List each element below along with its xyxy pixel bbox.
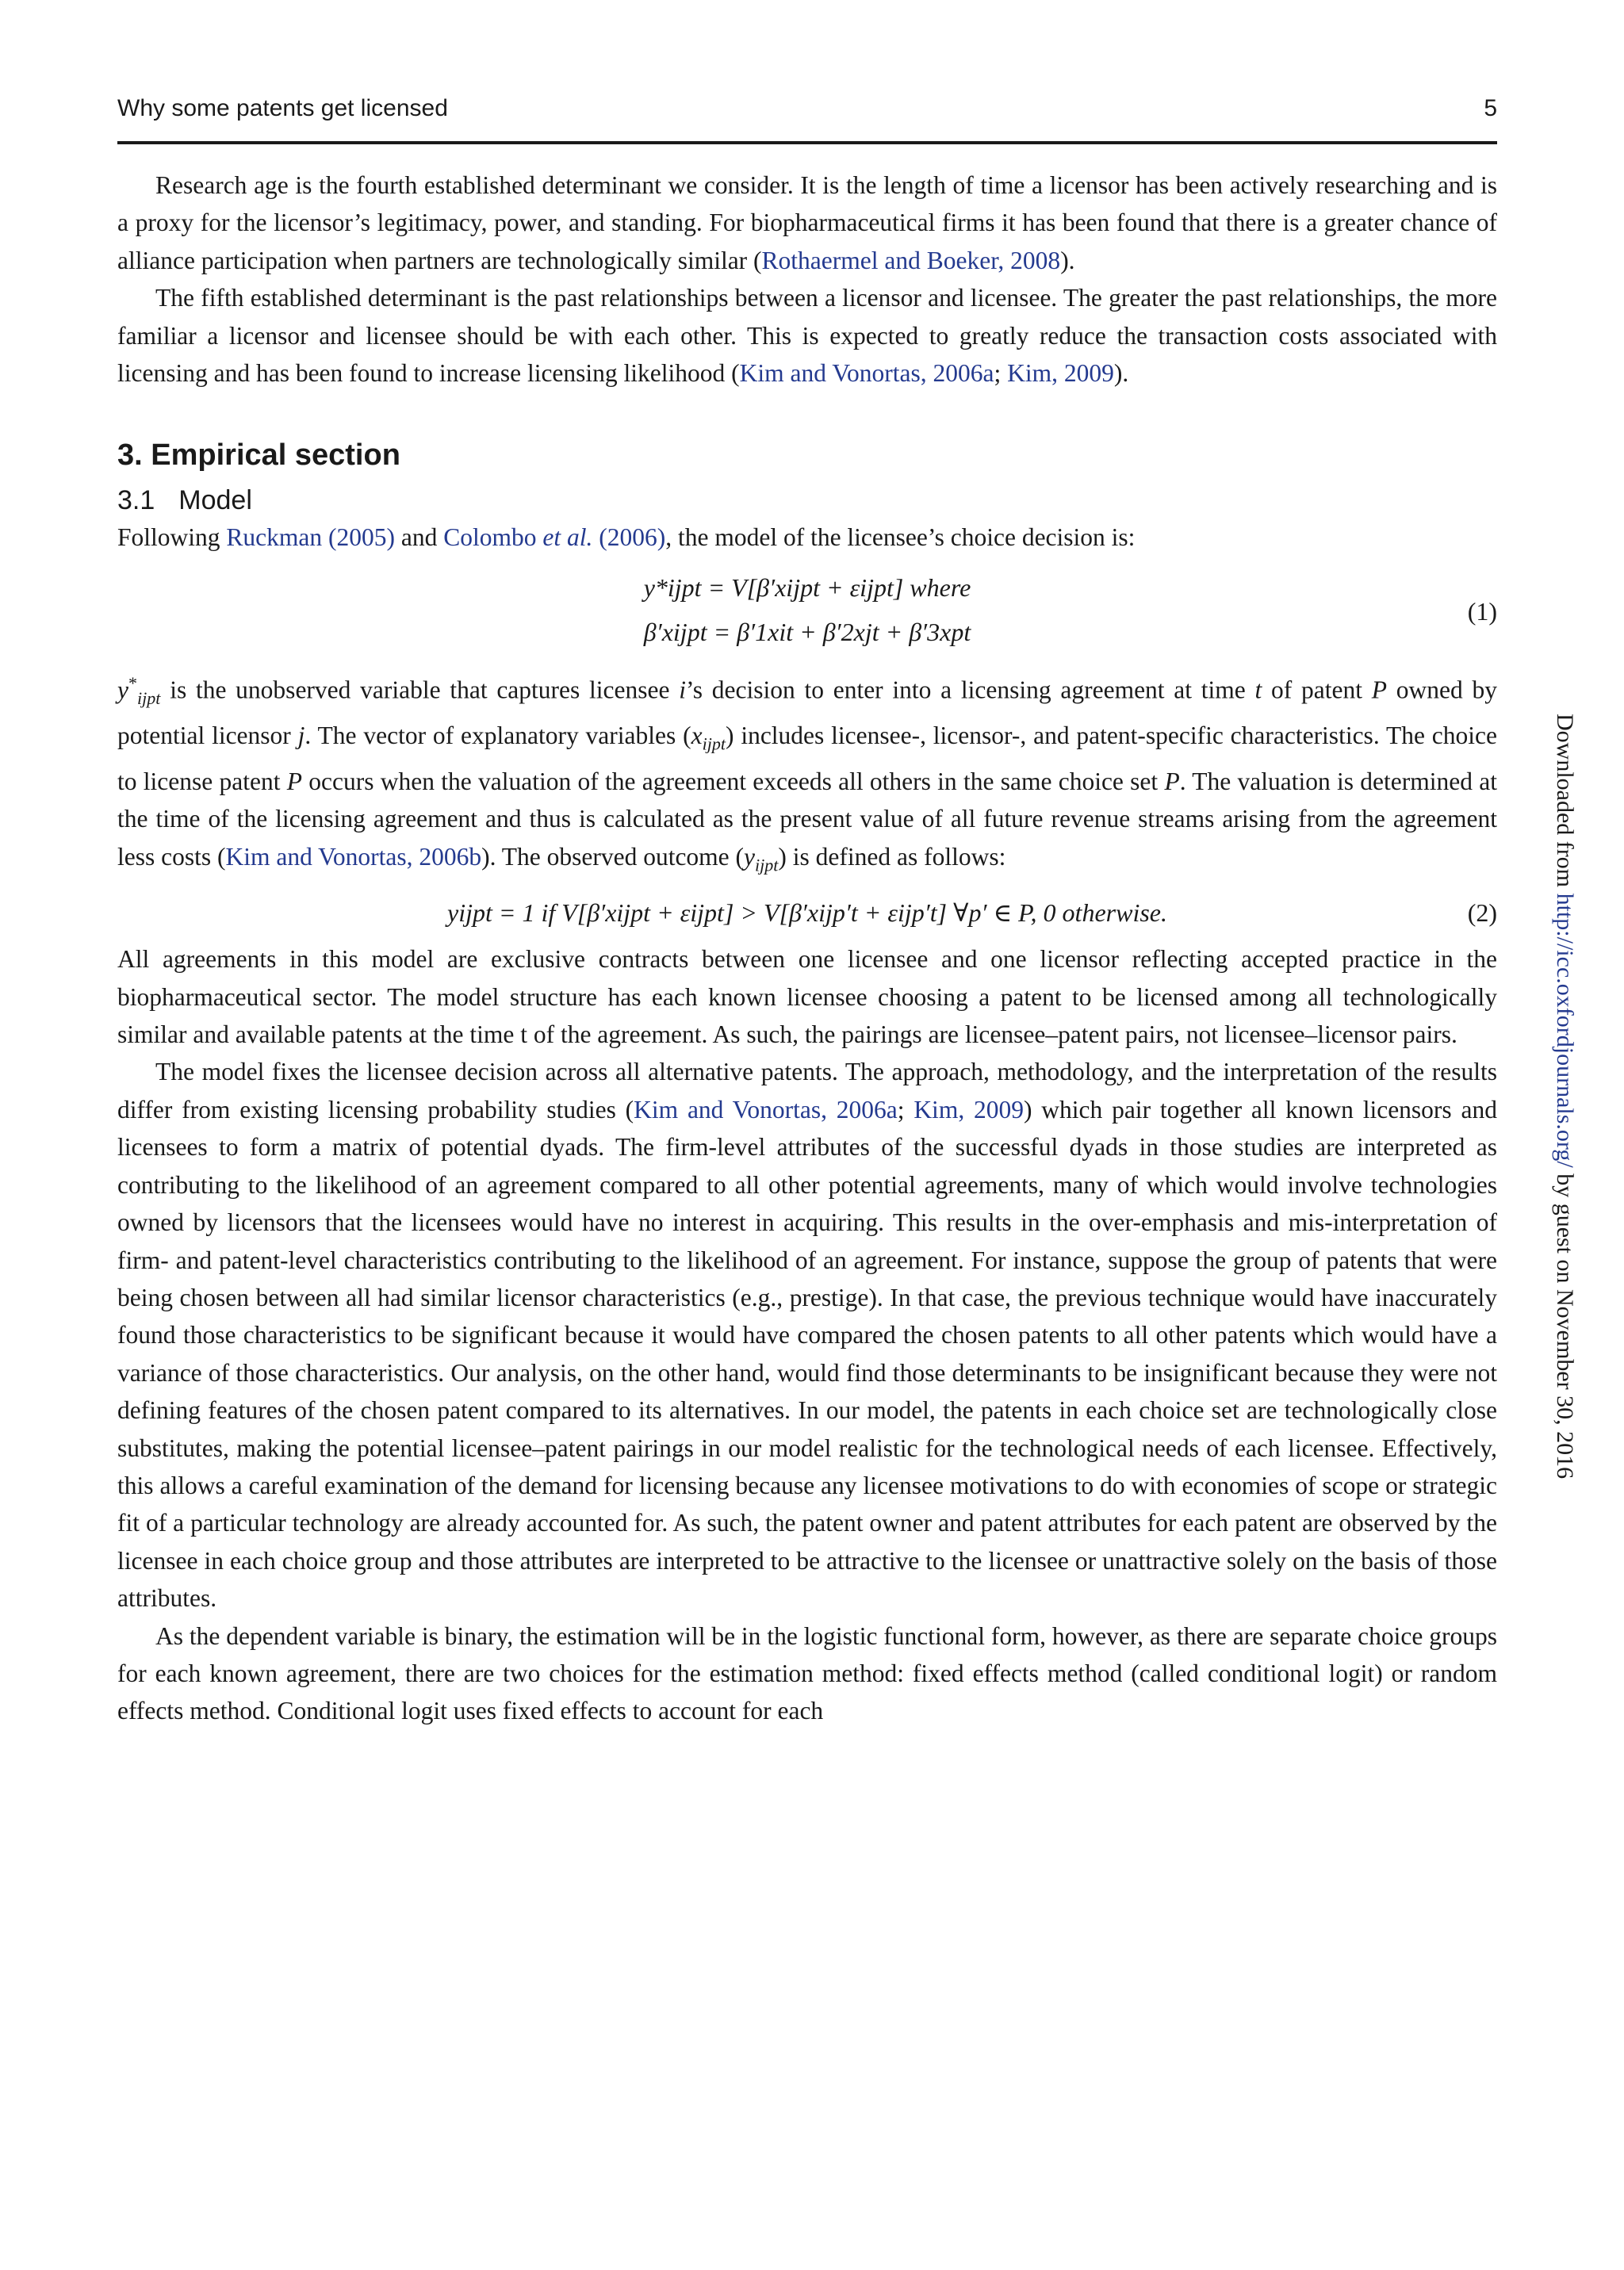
equation-1-line-2: β′xijpt = β′1xit + β′2xjt + β′3xpt xyxy=(643,617,971,646)
paragraph-model-fixes: The model fixes the licensee decision across all alternative patents. The approach, methodology, and the interpretation of the results differ from existing licensing probability studies (Kim and Vonortas, 2006a; Kim, 2009) which pair together all known licensors and licensees to form a matrix of potential dyads. The firm-level attributes of the successful dyads in those studies are interpreted as contributing to the likelihood of an agreement compared to all other potential agreements, many of which would involve technologies owned by licensors that the licensees would have no interest in acquiring. This results in the over-emphasis and mis-interpretation of firm- and patent-level characteristics contributing to the likelihood of an agreement. For instance, suppose the group of patents that were being chosen between all had similar licensor characteristics (e.g., prestige). In that case, the previous technique would have inaccurately found those characteristics to be significant because it would have compared the chosen patents to all other patents which would have a variance of those characteristics. Our analysis, on the other hand, would find those determinants to be insignificant because they were not defining features of the chosen patent compared to its alternatives. In our model, the patents in each choice set are technologically close substitutes, making the potential licensee–patent pairings in our model realistic for the technological needs of each licensee. Effectively, this allows a careful examination of the demand for licensing because any licensee motivations to do with economies of scope or strategic fit of a particular technology are already accounted for. As such, the patent owner and patent attributes for each patent are observed by the licensee in each choice group and those attributes are interpreted to be attractive to the licensee or unattractive solely on the basis of those attributes. xyxy=(117,1058,1497,1613)
journal-url-link[interactable]: http://icc.oxfordjournals.org/ xyxy=(1552,893,1578,1168)
citation-link[interactable]: Ruckman (2005) xyxy=(226,523,395,552)
paragraph-binary-variable: As the dependent variable is binary, the estimation will be in the logistic functional form, however, as there are separate choice groups for each known agreement, there are two choices for the estimation method: fixed effects method (called conditional logit) or random effects method. Conditional logit uses fixed effects to account for each xyxy=(117,1621,1497,1725)
citation-link[interactable]: Rothaermel and Boeker, 2008 xyxy=(761,246,1061,274)
citation-link[interactable]: Colombo et al. (2006) xyxy=(443,523,666,552)
download-notice: Downloaded from http://icc.oxfordjournals.org/ by guest on November 30, 2016 xyxy=(1552,714,1578,1480)
citation-link[interactable]: Kim and Vonortas, 2006a xyxy=(739,359,994,388)
paragraph-latent-variable: $y^*_{ijpt}$ is the unobserved variable that captures licensee i’s decision to enter into a licensing agreement at time t of patent P owned by potential licensor j. The vector of explanatory variables $(x_{ijpt})$ includes licensee-, licensor-, and patent-specific characteristics. The choice to license patent P occurs when the valuation of the agreement exceeds all others in the same choice set P. The valuation is determined at the time of the licensing agreement and thus is calculated as the present value of all future revenue streams arising from the agreement less costs (Kim and Vonortas, 2006b). The observed outcome $(y_{ijpt})$ is defined as follows: xyxy=(117,672,1497,875)
equation-1 xyxy=(117,565,1497,661)
paragraph-research-age: Research age is the fourth established determinant we consider. It is the length of time a licensor has been actively researching and is a proxy for the licensor’s legitimacy, power, and standing. For biopharmaceutical firms it has been found that there is a greater chance of alliance participation when partners are technologically similar (Rothaermel and Boeker, 2008). xyxy=(117,171,1497,274)
running-header xyxy=(117,89,1497,128)
equation-2 xyxy=(117,888,1497,936)
equation-number: (2) xyxy=(1467,898,1497,928)
subsection-number: 3.1 xyxy=(117,485,155,516)
citation-link[interactable]: Kim, 2009 xyxy=(914,1095,1024,1124)
citation-link[interactable]: Kim and Vonortas, 2006a xyxy=(634,1095,898,1124)
section-heading: 3. Empirical section xyxy=(117,438,400,473)
equation-number: (1) xyxy=(1467,596,1497,626)
running-title: Why some patents get licensed xyxy=(117,95,448,121)
paragraph-past-relationships: The fifth established determinant is the past relationships between a licensor and licensee. The greater the past relationships, the more familiar a licensor and licensee should be with each other. This is expected to greatly reduce the transaction costs associated with licensing and has been found to increase licensing likelihood (Kim and Vonortas, 2006a; Kim, 2009). xyxy=(117,284,1497,388)
page-number: 5 xyxy=(1484,95,1497,121)
article-body xyxy=(117,167,1497,1730)
citation-link[interactable]: Kim and Vonortas, 2006b xyxy=(225,842,482,871)
subsection-title: Model xyxy=(178,485,252,516)
equation-2-text: yijpt = 1 if V[β′xijpt + εijpt] > V[β′xijp′t + εijp′t] ∀p′ ∈ P, 0 otherwise. xyxy=(447,898,1167,928)
equation-1-line-1: y*ijpt = V[β′xijpt + εijpt] where xyxy=(643,572,971,602)
subsection-heading xyxy=(117,482,1497,519)
citation-link[interactable]: Kim, 2009 xyxy=(1007,359,1114,388)
paragraph-agreements: All agreements in this model are exclusive contracts between one licensee and one licensor reflecting accepted practice in the biopharmaceutical sector. The model structure has each known licensee choosing a patent to be licensed among all technologically similar and available patents at the time t of the agreement. As such, the pairings are licensee–patent pairs, not licensee–licensor pairs. xyxy=(117,945,1497,1049)
model-intro: Following Ruckman (2005) and Colombo et al. (2006), the model of the licensee’s choice decision is: xyxy=(117,523,1136,552)
header-rule xyxy=(117,141,1497,144)
